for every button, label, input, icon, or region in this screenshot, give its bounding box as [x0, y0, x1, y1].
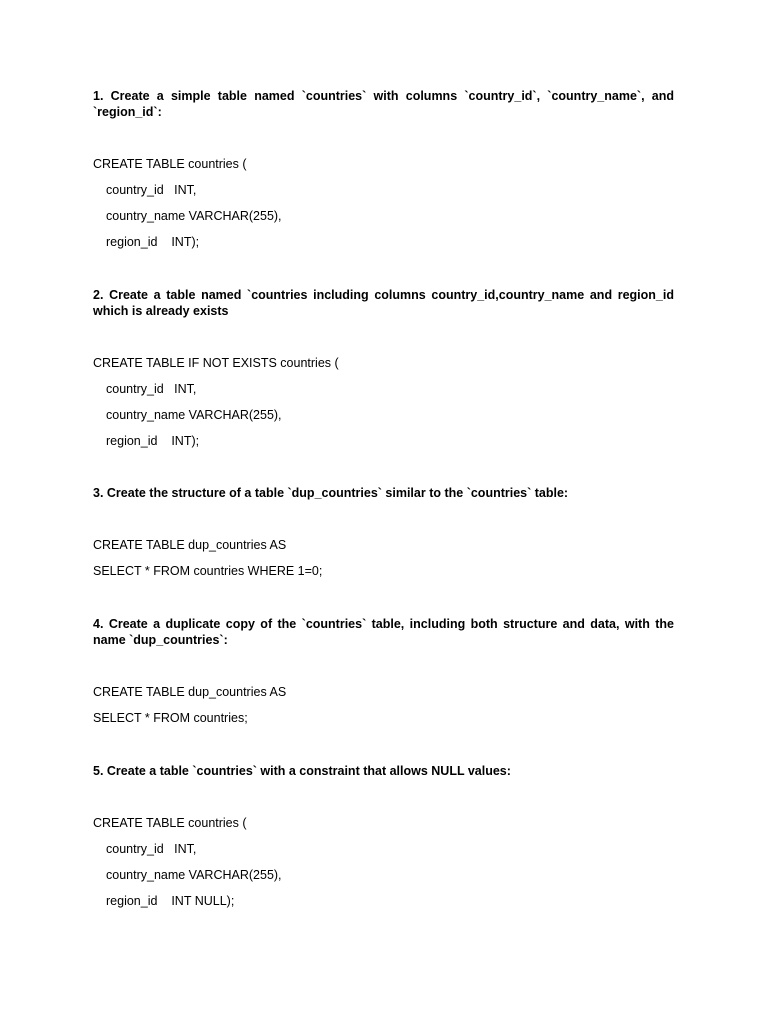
section-heading: 2. Create a table named `countries including columns country_id,country_name and region_id which is already exists	[93, 288, 674, 318]
code-line: country_name VARCHAR(255),	[106, 209, 282, 223]
code-line: region_id INT);	[106, 235, 200, 249]
code-line: CREATE TABLE dup_countries AS	[93, 538, 287, 552]
section-heading: 1. Create a simple table named `countries` with columns `country_id`, `country_name`, and `region_id`:	[93, 89, 674, 119]
section-3	[93, 485, 674, 501]
code-line: SELECT * FROM countries;	[93, 711, 248, 725]
code-line: SELECT * FROM countries WHERE 1=0;	[93, 564, 323, 578]
section-heading: 3. Create the structure of a table `dup_countries` similar to the `countries` table:	[93, 486, 569, 500]
section-heading: 5. Create a table `countries` with a constraint that allows NULL values:	[93, 764, 511, 778]
section-4	[93, 616, 674, 648]
code-line: CREATE TABLE countries (	[93, 157, 247, 171]
code-line: country_id INT,	[106, 382, 197, 396]
section-2	[93, 287, 674, 319]
code-line: CREATE TABLE dup_countries AS	[93, 685, 287, 699]
code-line: CREATE TABLE IF NOT EXISTS countries (	[93, 356, 339, 370]
code-line: region_id INT NULL);	[106, 894, 235, 908]
code-line: country_id INT,	[106, 842, 197, 856]
code-line: country_name VARCHAR(255),	[106, 868, 282, 882]
code-line: CREATE TABLE countries (	[93, 816, 247, 830]
code-line: country_name VARCHAR(255),	[106, 408, 282, 422]
code-line: country_id INT,	[106, 183, 197, 197]
section-5	[93, 763, 674, 779]
section-1	[93, 88, 674, 120]
section-heading: 4. Create a duplicate copy of the `countries` table, including both structure and data, with the name `dup_countries`:	[93, 617, 674, 647]
code-line: region_id INT);	[106, 434, 200, 448]
